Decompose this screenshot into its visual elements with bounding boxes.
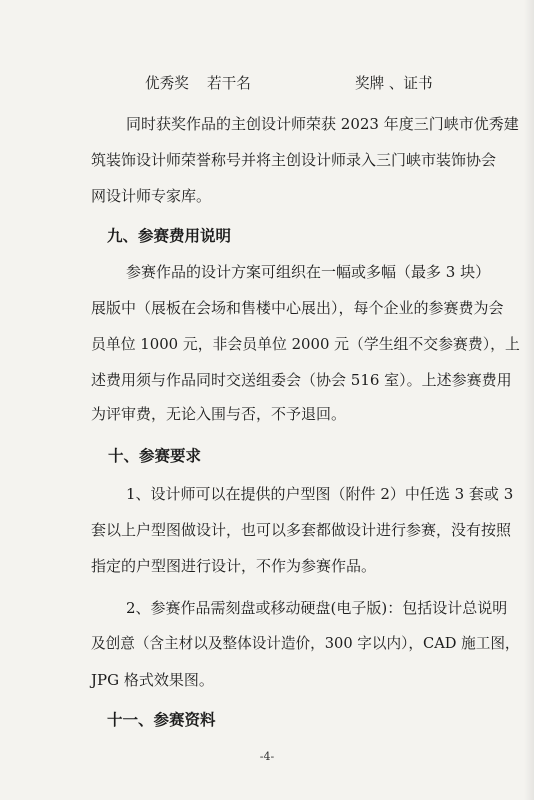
award-name: 优秀奖 [145, 75, 189, 92]
section-9-line-2: 展版中（展板在会场和售楼中心展出），每个企业的参赛费为会 [91, 299, 504, 317]
award-count: 若干名 [207, 75, 251, 92]
honor-line-1: 同时获奖作品的主创设计师荣获 2023 年度三门峡市优秀建 [126, 115, 519, 133]
section-10-item-1-line-1: 1、设计师可以在提供的户型图（附件 2）中任选 3 套或 3 [126, 485, 514, 503]
page-edge-shadow [524, 0, 534, 800]
section-11-title: 十一、参赛资料 [107, 710, 216, 729]
section-10-item-1-line-2: 套以上户型图做设计，也可以多套都做设计进行参赛，没有按照 [91, 521, 512, 539]
section-9-line-4: 述费用须与作品同时交送组委会（协会 516 室）。上述参赛费用 [91, 371, 512, 389]
honor-line-3: 网设计师专家库。 [91, 187, 212, 205]
section-10-title: 十、参赛要求 [108, 446, 202, 465]
section-10-item-2-line-1: 2、参赛作品需刻盘或移动硬盘(电子版)：包括设计总说明 [126, 599, 508, 617]
section-9-line-3: 员单位 1000 元，非会员单位 2000 元（学生组不交参赛费），上 [91, 335, 520, 353]
honor-line-2: 筑装饰设计师荣誉称号并将主创设计师录入三门峡市装饰协会 [91, 151, 497, 169]
section-9-line-1: 参赛作品的设计方案可组织在一幅或多幅（最多 3 块） [126, 263, 491, 281]
page-number: -4- [259, 750, 275, 763]
section-10-item-2-line-3: JPG 格式效果图。 [91, 671, 214, 689]
section-9-line-5: 为评审费，无论入围与否，不予退回。 [91, 405, 347, 423]
section-10-item-2-line-2: 及创意（含主材以及整体设计造价，300 字以内），CAD 施工图， [91, 635, 520, 652]
award-prize: 奖牌 、证书 [355, 75, 433, 92]
section-9-title: 九、参赛费用说明 [107, 226, 232, 245]
section-10-item-1-line-3: 指定的户型图进行设计，不作为参赛作品。 [91, 557, 377, 575]
